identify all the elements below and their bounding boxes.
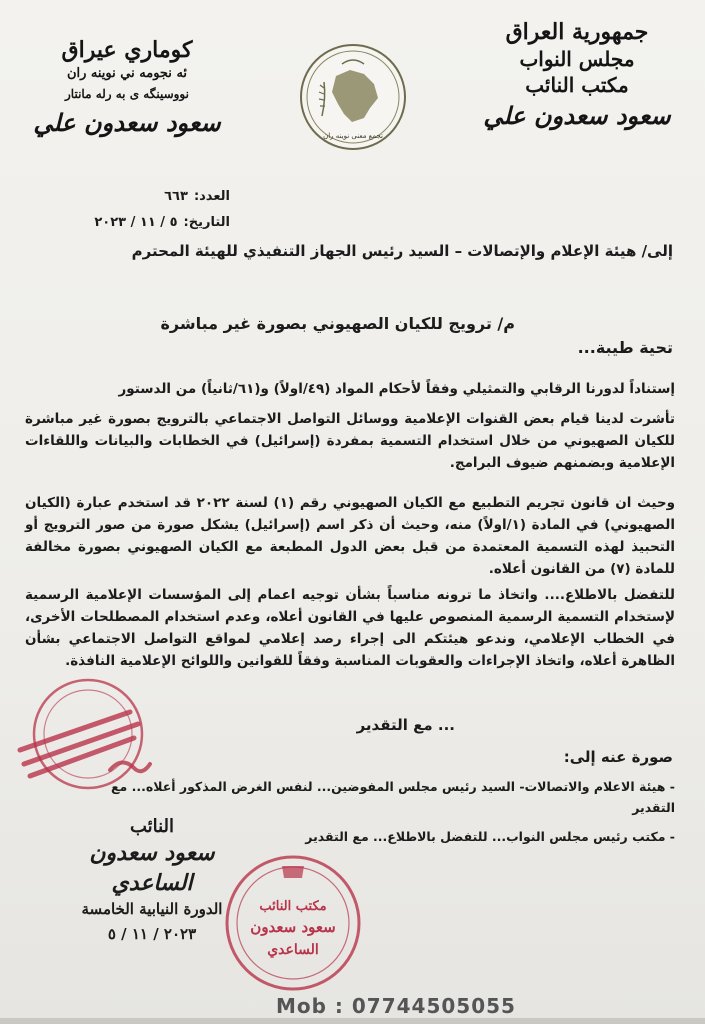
header-left-line1: كوماري عيراق — [61, 37, 193, 63]
stamp-line3: الساعدي — [267, 942, 319, 958]
reference-block — [30, 184, 230, 236]
date-value: ٥ / ١١ / ٢٠٢٣ — [94, 215, 178, 230]
addressee: إلى/ هيئة الإعلام والإتصالات – السيد رئيس الجهاز التنفيذي للهيئة المحترم — [131, 242, 673, 260]
stamp-line1: مكتب النائب — [259, 899, 327, 914]
header-left-line4: سعود سعدون علي — [33, 108, 221, 137]
header-left-line2: ئه نجومه ني نوينه ران — [66, 66, 188, 81]
red-signature-stamp-icon — [10, 672, 160, 802]
stamp-line2: سعود سعدون — [250, 918, 336, 936]
number-label: العدد: — [193, 189, 230, 204]
signature-title: النائب — [129, 816, 175, 837]
regards: ... مع التقدير — [356, 716, 455, 734]
header-right — [477, 18, 677, 134]
body-paragraph: للتفضل بالاطلاع.... واتخاذ ما ترونه مناسباً بشأن توجيه اعمام إلى المؤسسات الإعلامية الرسمية لإستخدام التسمية الرسمية المنصوص عليها في القانون أعلاه، وعدم استخدام المصطلحات الأخرى، في الخطاب الإعلامي، وندعو هيئتكم الى إجراء رصد إعلامي لمواقع التواصل الاجتماعي بشأن الظاهرة أعلاه، واتخاذ الإجراءات والعقوبات المناسبة وفقاً للقوانين واللوائح الإعلامية النافذة. — [25, 587, 675, 669]
subject-line: م/ ترويج للكيان الصهيوني بصورة غير مباشرة — [160, 314, 515, 333]
date-label: التاريخ: — [183, 215, 230, 230]
body-paragraph: إستناداً لدورنا الرقابي والتمثيلي وفقاً لأحكام المواد (٤٩/اولاً) و(٦١/ثانياً) من الدستور — [118, 381, 675, 397]
council-logo-icon — [298, 42, 408, 152]
footer-divider — [0, 1018, 705, 1024]
header-right-line4: سعود سعدون علي — [483, 101, 671, 130]
body-paragraph: تأشرت لدينا قيام بعض القنوات الإعلامية ووسائل التواصل الاجتماعي بالترويج بصورة غير مباشرة للكيان الصهيوني من خلال استخدام التسمية بمفردة (إسرائيل) في الخطابات والبيانات واللقاءات الإعلامية وبضمنهم ضيوف البرامج. — [25, 411, 675, 471]
office-round-stamp-icon — [218, 848, 368, 998]
header-right-line2: مجلس النواب — [519, 47, 635, 71]
signature-name: سعود سعدون الساعدي — [89, 840, 215, 896]
number-value: ٦٦٣ — [164, 189, 188, 204]
signature-session: الدورة النيابية الخامسة — [81, 900, 223, 918]
greeting: تحية طيبة... — [577, 338, 673, 357]
cc-item: - مكتب رئيس مجلس النواب... للتفضل بالاطلاع... مع التقدير — [305, 829, 675, 844]
body-paragraph: وحيث ان قانون تجريم التطبيع مع الكيان الصهيوني رقم (١) لسنة ٢٠٢٢ قد استخدم عبارة (الكيان الصهيوني) في المادة (١/اولاً) منه، وحيث أن ذكر اسم (إسرائيل) يشكل صورة من صور الترويج أو التحبيذ لهذه التسمية المعتمدة من قبل بعض الدول المطبعة مع الكيان الصهيوني بصورة مخالفة للمادة (٧) من القانون أعلاه. — [25, 495, 676, 577]
cc-item: - هيئة الاعلام والاتصالات- السيد رئيس مجلس المفوضين... لنفس الغرض المذكور أعلاه... مع التقدير — [110, 779, 675, 815]
header-right-line1: جمهورية العراق — [505, 19, 649, 45]
footer-phone: Mob : 07744505055 — [276, 994, 516, 1018]
cc-title: صورة عنه إلى: — [563, 748, 673, 766]
logo-caption: تجمع معنى نوينه ران — [323, 132, 383, 140]
signature-date: ٢٠٢٣ / ١١ / ٥ — [107, 925, 197, 943]
header-right-line3: مكتب النائب — [525, 73, 629, 97]
header-left — [22, 36, 232, 142]
header-left-line3: نووسينگه ى به رله مانتار — [65, 87, 189, 101]
